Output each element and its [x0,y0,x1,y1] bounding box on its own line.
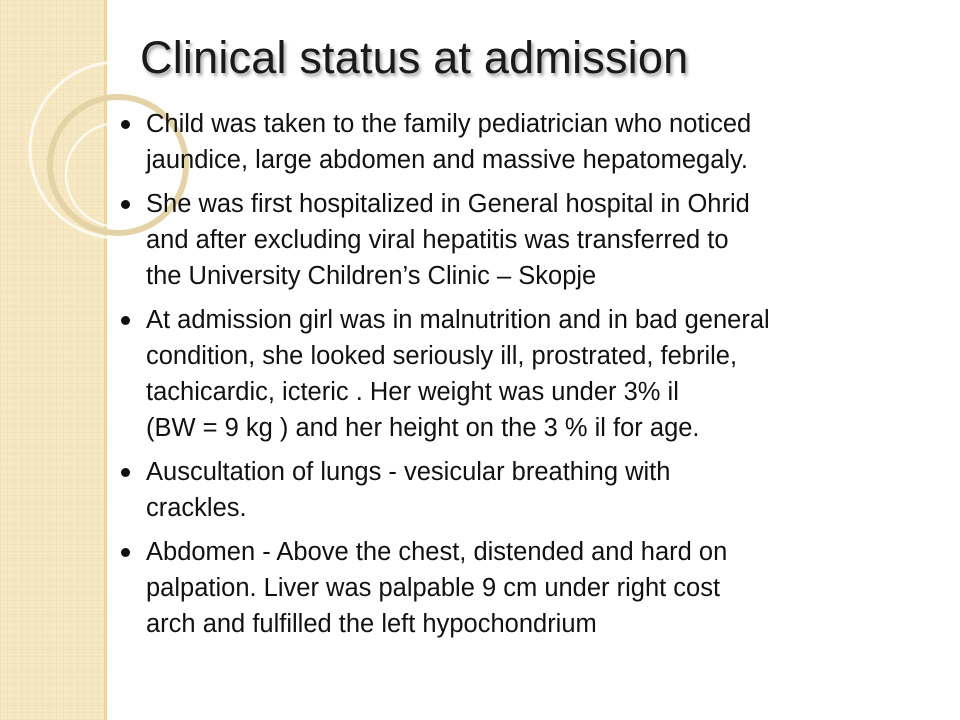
bullet-line: crackles. [146,494,247,522]
bullet-item-abdomen [118,534,938,642]
bullet-dot-icon [121,200,130,209]
bullet-line: At admission girl was in malnutrition and in bad general [146,306,770,334]
bullet-line: Auscultation of lungs - vesicular breathing with [146,458,671,486]
bullet-line: Abdomen - Above the chest, distended and hard on [146,538,728,566]
bullet-item-referral [118,106,938,178]
bullet-list [118,106,938,650]
bullet-line: She was first hospitalized in General hospital in Ohrid [146,190,750,218]
bullet-line: the University Children’s Clinic – Skopje [146,262,597,290]
bullet-dot-icon [121,120,130,129]
bullet-dot-icon [121,548,130,557]
bullet-item-hospitalization [118,186,938,294]
bullet-line: (BW = 9 kg ) and her height on the 3 % il for age. [146,414,700,442]
bullet-item-admission-condition [118,302,938,446]
bullet-line: condition, she looked seriously ill, prostrated, febrile, [146,342,738,370]
bullet-line: Child was taken to the family pediatrician who noticed [146,110,752,138]
bullet-line: and after excluding viral hepatitis was transferred to [146,226,729,254]
slide-title: Clinical status at admission [140,32,689,83]
bullet-line: palpation. Liver was palpable 9 cm under right cost [146,574,721,602]
bullet-item-auscultation [118,454,938,526]
bullet-line: tachicardic, icteric . Her weight was under 3% il [146,378,679,406]
bullet-line: jaundice, large abdomen and massive hepatomegaly. [146,146,748,174]
bullet-dot-icon [121,468,130,477]
bullet-dot-icon [121,316,130,325]
bullet-line: arch and fulfilled the left hypochondrium [146,610,597,638]
